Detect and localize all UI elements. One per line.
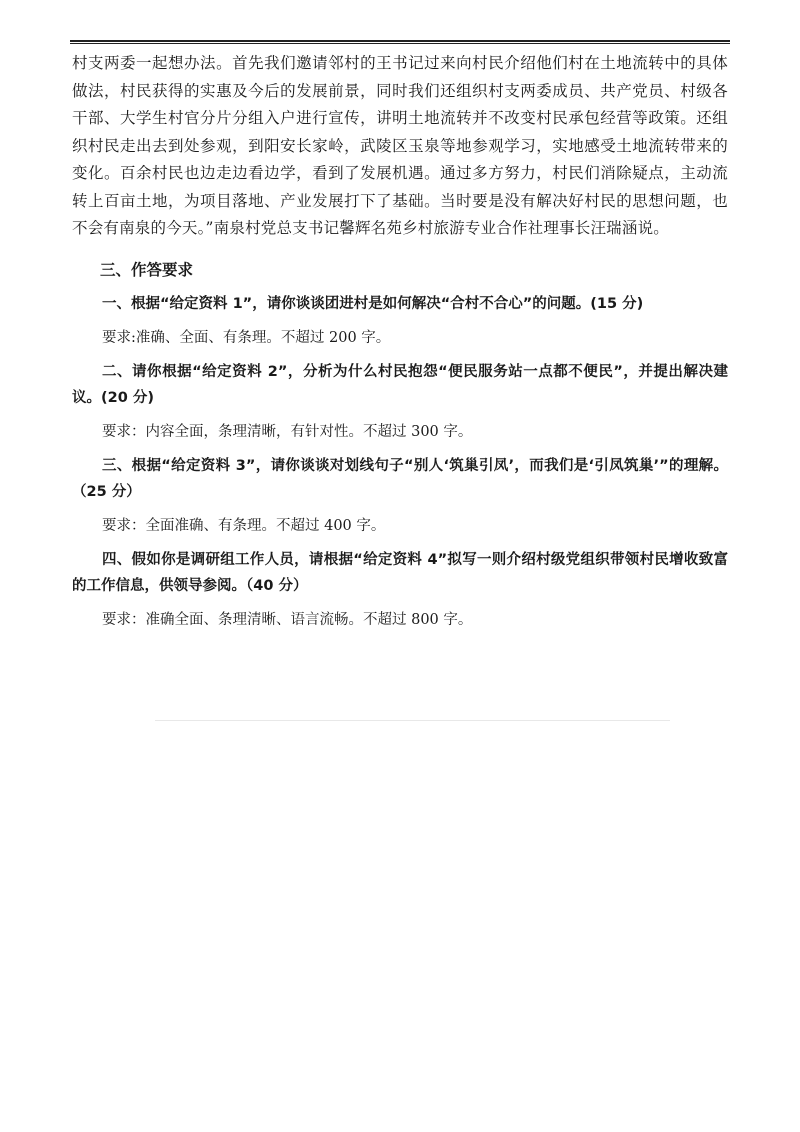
page-content bbox=[72, 50, 728, 633]
question-block-2 bbox=[72, 359, 728, 445]
question-block-4 bbox=[72, 547, 728, 633]
section-heading: 三、作答要求 bbox=[100, 260, 194, 279]
question-block-1 bbox=[72, 291, 728, 351]
question-2-requirement: 要求：内容全面，条理清晰，有针对性。不超过 300 字。 bbox=[102, 423, 473, 440]
question-3-requirement: 要求：全面准确、有条理。不超过 400 字。 bbox=[102, 517, 386, 534]
question-3-prompt: 三、根据“给定资料 3”，请你谈谈对划线句子“别人‘筑巢引凤’，而我们是‘引凤筑巢’”的理解。（25 分） bbox=[72, 457, 728, 500]
header-rule bbox=[70, 40, 730, 44]
question-1-prompt: 一、根据“给定资料 1”，请你谈谈团进村是如何解决“合村不合心”的问题。(15 分) bbox=[102, 295, 644, 312]
body-paragraph: 村支两委一起想办法。首先我们邀请邻村的王书记过来向村民介绍他们村在土地流转中的具体做法，村民获得的实惠及今后的发展前景，同时我们还组织村支两委成员、共产党员、村级各干部、大学生村官分片分组入户进行宣传，讲明土地流转并不改变村民承包经营等政策。还组织村民走出去到处参观，到阳安长家岭，武陵区玉泉等地参观学习，实地感受土地流转带来的变化。百余村民也边走边看边学，看到了发展机遇。通过多方努力，村民们消除疑点，主动流转上百亩土地，为项目落地、产业发展打下了基础。当时要是没有解决好村民的思想问题，也不会有南泉的今天。”南泉村党总支书记馨辉名苑乡村旅游专业合作社理事长汪瑞涵说。 bbox=[72, 54, 728, 237]
question-2-prompt: 二、请你根据“给定资料 2”，分析为什么村民抱怨“便民服务站一点都不便民”，并提出解决建议。(20 分) bbox=[72, 363, 728, 406]
question-4-requirement: 要求：准确全面、条理清晰、语言流畅。不超过 800 字。 bbox=[102, 611, 473, 628]
question-block-3 bbox=[72, 453, 728, 539]
faint-divider bbox=[155, 720, 670, 721]
question-1-requirement: 要求:准确、全面、有条理。不超过 200 字。 bbox=[102, 329, 391, 346]
question-4-prompt: 四、假如你是调研组工作人员，请根据“给定资料 4”拟写一则介绍村级党组织带领村民增收致富的工作信息，供领导参阅。（40 分） bbox=[72, 551, 728, 594]
